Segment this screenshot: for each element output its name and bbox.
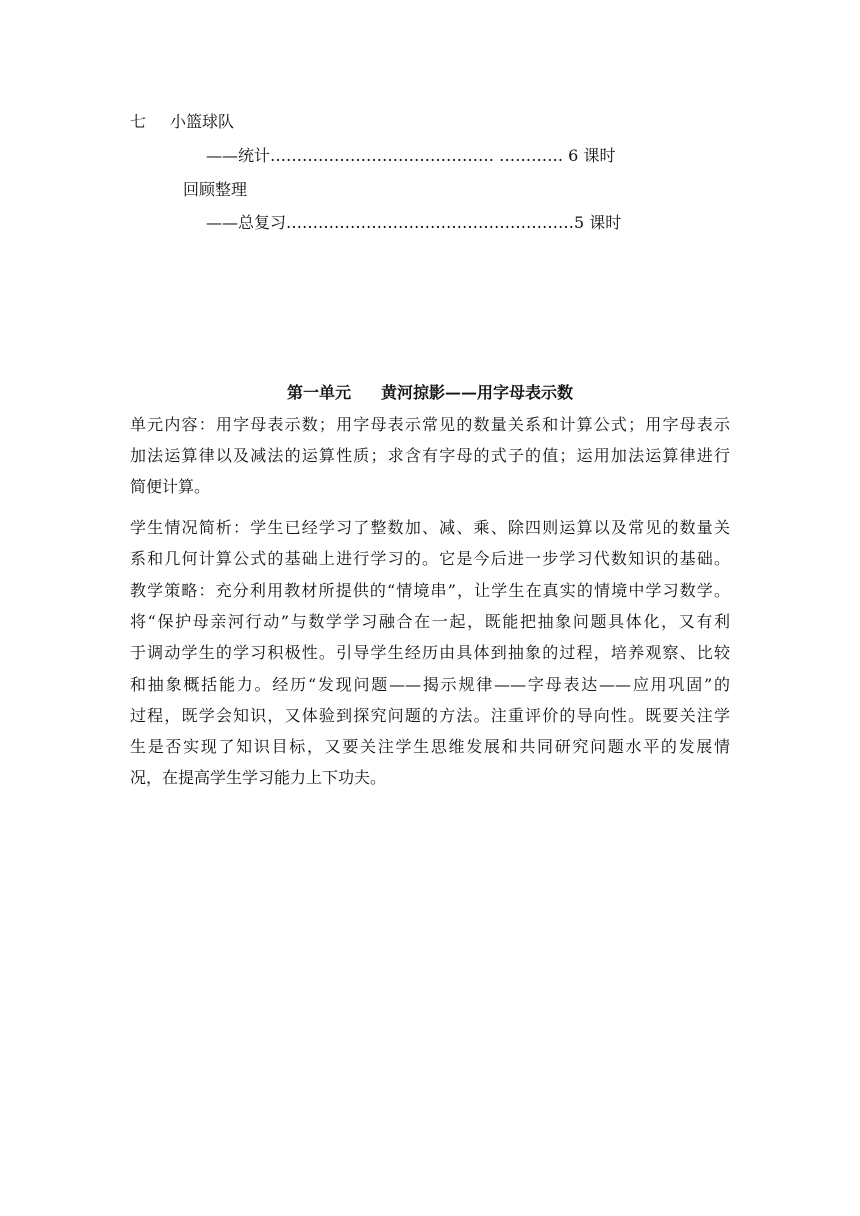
paragraph-line: 和抽象概括能力。经历“发现问题——揭示规律——字母表达——应用巩固”的 — [130, 674, 730, 694]
unit-title — [0, 382, 860, 404]
toc-chapter-title: 小篮球队 — [170, 112, 235, 131]
paragraph-line: 简便计算。 — [130, 477, 211, 497]
toc-review-subtitle: ——总复习………………………………………………5 课时 — [206, 213, 622, 232]
unit-content-paragraph — [130, 409, 730, 503]
student-analysis-paragraph — [130, 512, 730, 574]
teaching-strategy-paragraph — [130, 575, 730, 793]
toc-chapter-7 — [130, 112, 234, 132]
toc-chapter-7-subtitle: ——统计…………………………………… ………… 6 课时 — [206, 146, 616, 165]
paragraph-line: 教学策略：充分利用教材所提供的“情境串”，让学生在真实的情境中学习数学。 — [130, 581, 730, 600]
paragraph-line: 生是否实现了知识目标，又要关注学生思维发展和共同研究问题水平的发展情 — [130, 737, 730, 757]
paragraph-line: 加法运算律以及减法的运算性质；求含有字母的式子的值；运用加法运算律进行 — [130, 446, 730, 466]
paragraph-line: 将“保护母亲河行动”与数学学习融合在一起，既能把抽象问题具体化，又有利 — [130, 612, 730, 632]
toc-chapter-number: 七 — [130, 112, 147, 131]
paragraph-line: 系和几何计算公式的基础上进行学习的。它是今后进一步学习代数知识的基础。 — [130, 549, 730, 569]
paragraph-line: 于调动学生的学习积极性。引导学生经历由具体到抽象的过程，培养观察、比较 — [130, 643, 730, 663]
paragraph-line: 单元内容：用字母表示数；用字母表示常见的数量关系和计算公式；用字母表示 — [130, 415, 730, 434]
unit-title-topic: 黄河掠影——用字母表示数 — [381, 383, 574, 402]
toc-review: 回顾整理 — [183, 180, 248, 199]
paragraph-line: 过程，既学会知识，又体验到探究问题的方法。注重评价的导向性。既要关注学 — [130, 705, 730, 725]
paragraph-line: 学生情况简析：学生已经学习了整数加、减、乘、除四则运算以及常见的数量关 — [130, 518, 730, 537]
paragraph-line: 况，在提高学生学习能力上下功夫。 — [130, 768, 387, 788]
unit-title-number: 第一单元 — [286, 383, 351, 402]
